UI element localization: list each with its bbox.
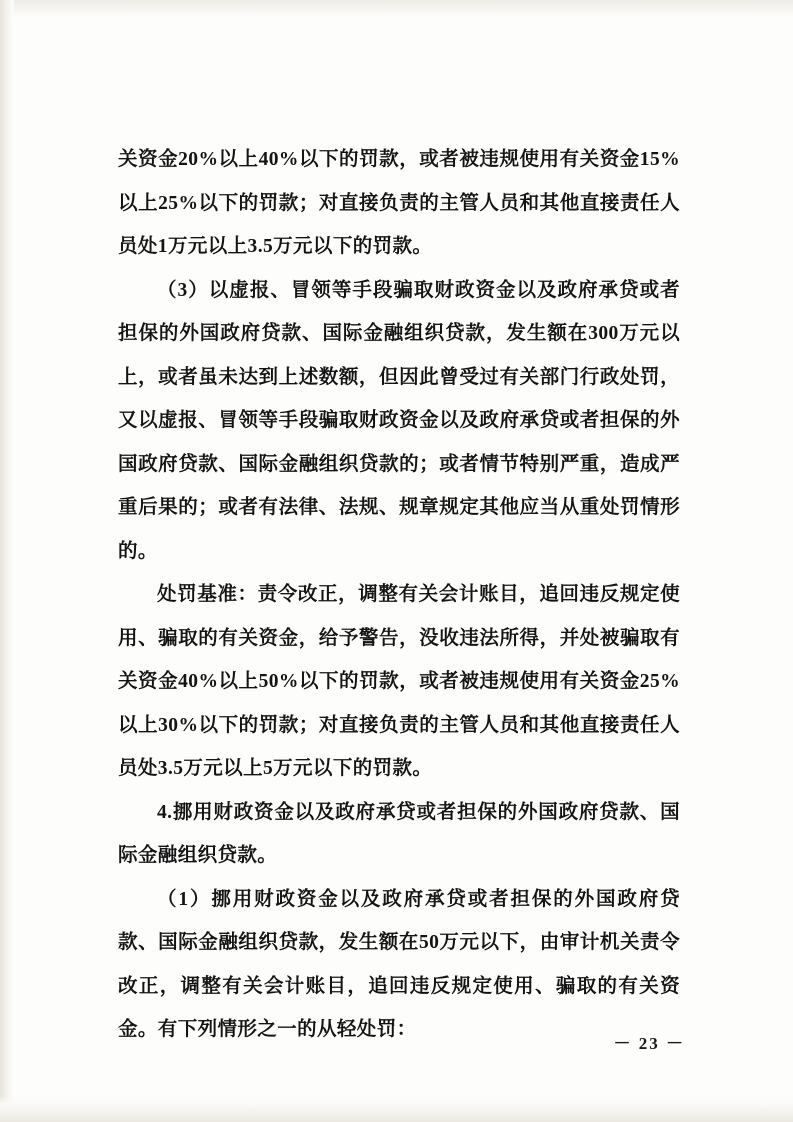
paragraph-penalty-standard: 处罚基准：责令改正，调整有关会计账目，追回违反规定使用、骗取的有关资金，给予警告，没收违法所得，并处被骗取有关资金40%以上50%以下的罚款，或者被违规使用有关资金25%以上30%以下的罚款；对直接负责的主管人员和其他直接责任人员处3.5万元以上5万元以下的罚款。 bbox=[118, 584, 680, 779]
scan-shadow-bottom bbox=[0, 1096, 793, 1122]
document-body bbox=[118, 138, 680, 1052]
paragraph-item-3: （3）以虚报、冒领等手段骗取财政资金以及政府承贷或者担保的外国政府贷款、国际金融组织贷款，发生额在300万元以上，或者虽未达到上述数额，但因此曾受过有关部门行政处罚，又以虚报、冒领等手段骗取财政资金以及政府承贷或者担保的外国政府贷款、国际金融组织贷款的；或者情节特别严重，造成严重后果的；或者有法律、法规、规章规定其他应当从重处罚情形的。 bbox=[118, 279, 680, 562]
page-number: － 23 － bbox=[613, 1034, 685, 1053]
scan-shadow-left bbox=[0, 0, 14, 1122]
paragraph-item-4: 4.挪用财政资金以及政府承贷或者担保的外国政府贷款、国际金融组织贷款。 bbox=[118, 801, 680, 866]
paragraph-continuation: 关资金20%以上40%以下的罚款，或者被违规使用有关资金15%以上25%以下的罚款；对直接负责的主管人员和其他直接责任人员处1万元以上3.5万元以下的罚款。 bbox=[118, 149, 680, 257]
paragraph-item-4-1: （1）挪用财政资金以及政府承贷或者担保的外国政府贷款、国际金融组织贷款，发生额在50万元以下，由审计机关责令改正，调整有关会计账目，追回违反规定使用、骗取的有关资金。有下列情形之一的从轻处罚： bbox=[118, 888, 680, 1040]
scan-shadow-top bbox=[0, 0, 793, 18]
